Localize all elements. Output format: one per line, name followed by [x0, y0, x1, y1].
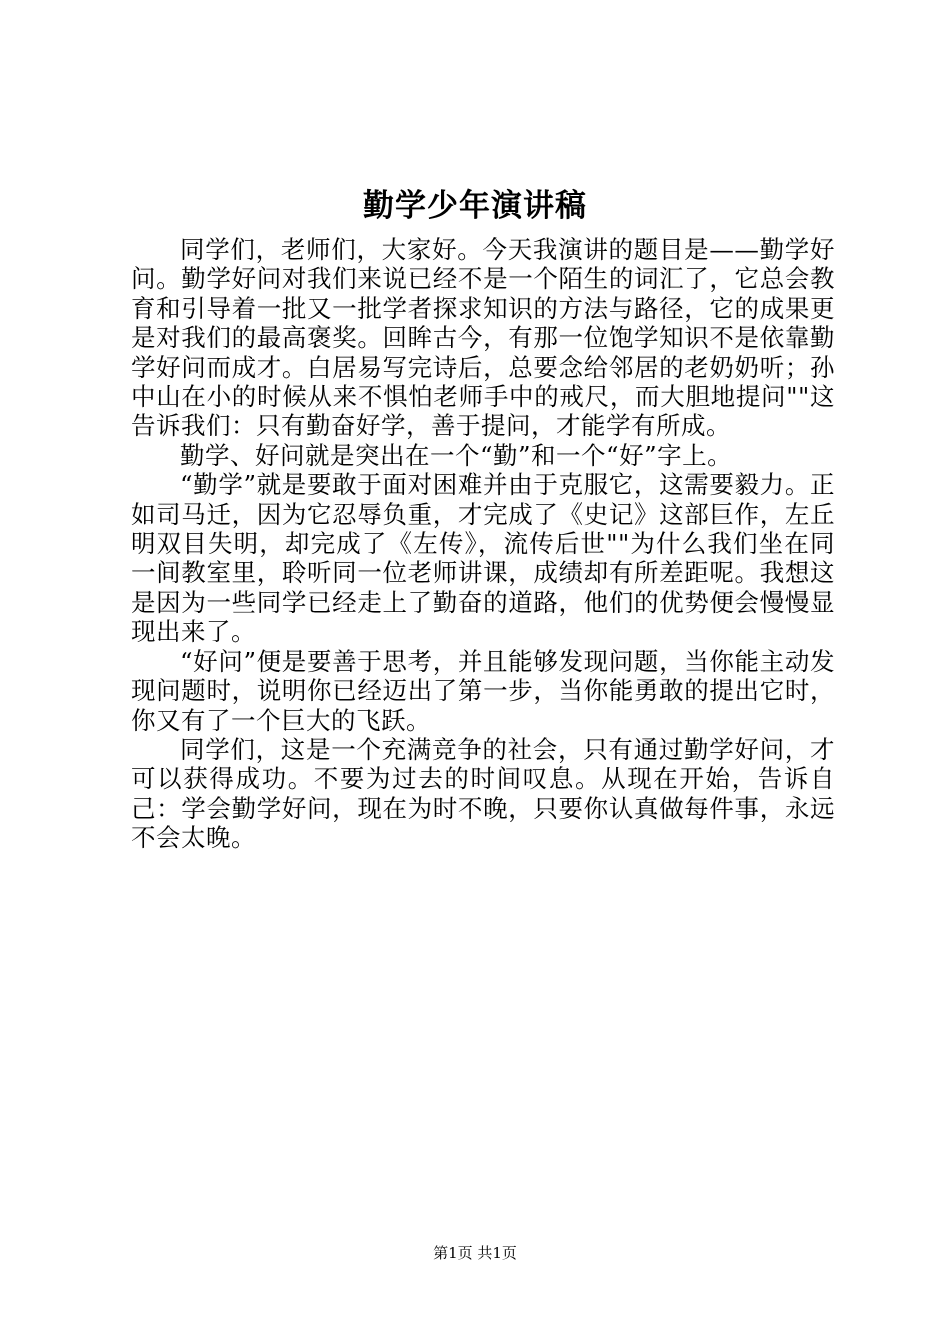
paragraph-2: 勤学、好问就是突出在一个“勤”和一个“好”字上。 — [180, 440, 733, 470]
document-body — [131, 235, 835, 853]
page-title: 勤学少年演讲稿 — [363, 188, 587, 224]
paragraph-4: “好问”便是要善于思考，并且能够发现问题，当你能主动发现问题时，说明你已经迈出了第一步，当你能勇敢的提出它时，你又有了一个巨大的飞跃。 — [131, 646, 835, 735]
paragraph-1: 同学们，老师们，大家好。今天我演讲的题目是——勤学好问。勤学好问对我们来说已经不是一个陌生的词汇了，它总会教育和引导着一批又一批学者探求知识的方法与路径，它的成果更是对我们的最高褒奖。回眸古今，有那一位饱学知识不是依靠勤学好问而成才。白居易写完诗后，总要念给邻居的老奶奶听；孙中山在小的时候从来不惧怕老师手中的戒尺，而大胆地提问""这告诉我们：只有勤奋好学，善于提问，才能学有所成。 — [131, 235, 835, 441]
page-footer: 第1页 共1页 — [433, 1244, 517, 1262]
paragraph-3: “勤学”就是要敢于面对困难并由于克服它，这需要毅力。正如司马迁，因为它忍辱负重，才完成了《史记》这部巨作，左丘明双目失明，却完成了《左传》，流传后世""为什么我们坐在同一间教室里，聆听同一位老师讲课，成绩却有所差距呢。我想这是因为一些同学已经走上了勤奋的道路，他们的优势便会慢慢显现出来了。 — [131, 470, 835, 647]
paragraph-5: 同学们，这是一个充满竞争的社会，只有通过勤学好问，才可以获得成功。不要为过去的时间叹息。从现在开始，告诉自己：学会勤学好问，现在为时不晚，只要你认真做每件事，永远不会太晚。 — [131, 734, 835, 853]
